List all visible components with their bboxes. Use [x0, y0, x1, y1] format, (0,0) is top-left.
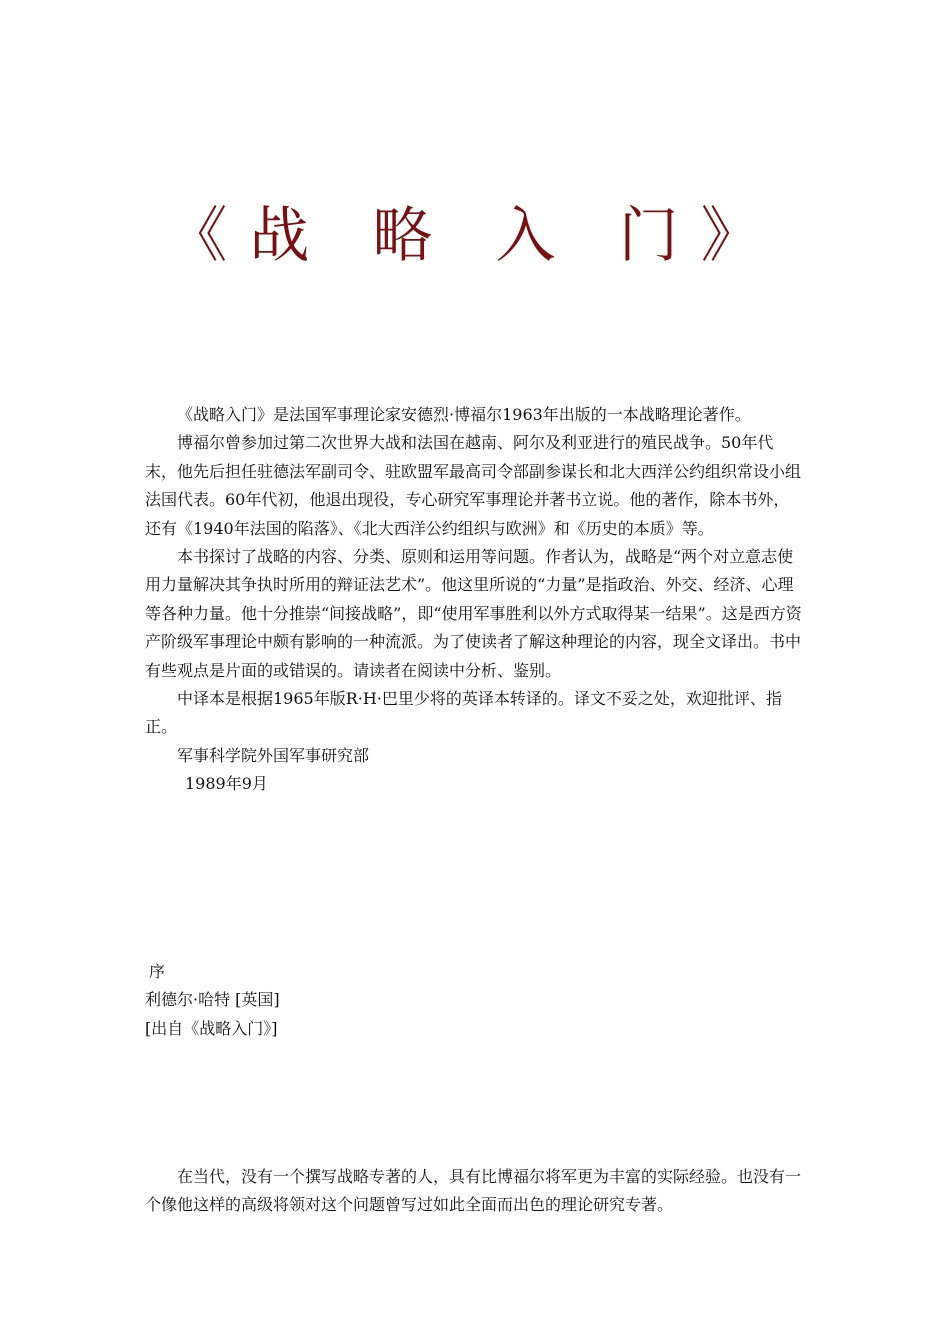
date: 1989年9月 — [185, 774, 268, 794]
foreword-header — [145, 958, 805, 1043]
preface-paragraph-2: 博福尔曾参加过第二次世界大战和法国在越南、阿尔及利亚进行的殖民战争。50年代末，他先后担任驻德法军副司令、驻欧盟军最高司令部副参谋长和北大西洋公约组织常设小组法国代表。60年代初，他退出现役，专心研究军事理论并著书立说。他的著作，除本书外，还有《1940年法国的陷落》、《北大西洋公约组织与欧洲》和《历史的本质》等。 — [145, 433, 802, 538]
body-paragraph-1: 在当代，没有一个撰写战略专著的人，具有比博福尔将军更为丰富的实际经验。也没有一个像他这样的高级将领对这个问题曾写过如此全面而出色的理论研究专著。 — [145, 1167, 802, 1215]
foreword-source: [出自《战略入门》] — [145, 1018, 278, 1038]
foreword-heading: 序 — [149, 962, 166, 981]
preface-paragraph-1: 《战略入门》是法国军事理论家安德烈·博福尔1963年出版的一本战略理论著作。 — [177, 405, 751, 424]
translator-preface — [145, 401, 805, 799]
foreword-author: 利德尔·哈特 [英国] — [145, 990, 280, 1010]
preface-paragraph-4: 中译本是根据1965年版R·H·巴里少将的英译本转译的。译文不妥之处，欢迎批评、指正。 — [145, 689, 782, 737]
preface-paragraph-3: 本书探讨了战略的内容、分类、原则和运用等问题。作者认为，战略是“两个对立意志使用力量解决其争执时所用的辩证法艺术”。他这里所说的“力量”是指政治、外交、经济、心理等各种力量。他十分推崇“间接战略”，即“使用军事胜利以外方式取得某一结果”。这是西方资产阶级军事理论中颇有影响的一种流派。为了使读者了解这种理论的内容，现全文译出。书中有些观点是片面的或错误的。请读者在阅读中分析、鉴别。 — [145, 547, 802, 680]
signature: 军事科学院外国军事研究部 — [177, 745, 370, 765]
document-title: 《战 略 入 门》 — [167, 201, 783, 271]
foreword-body — [145, 1163, 805, 1220]
